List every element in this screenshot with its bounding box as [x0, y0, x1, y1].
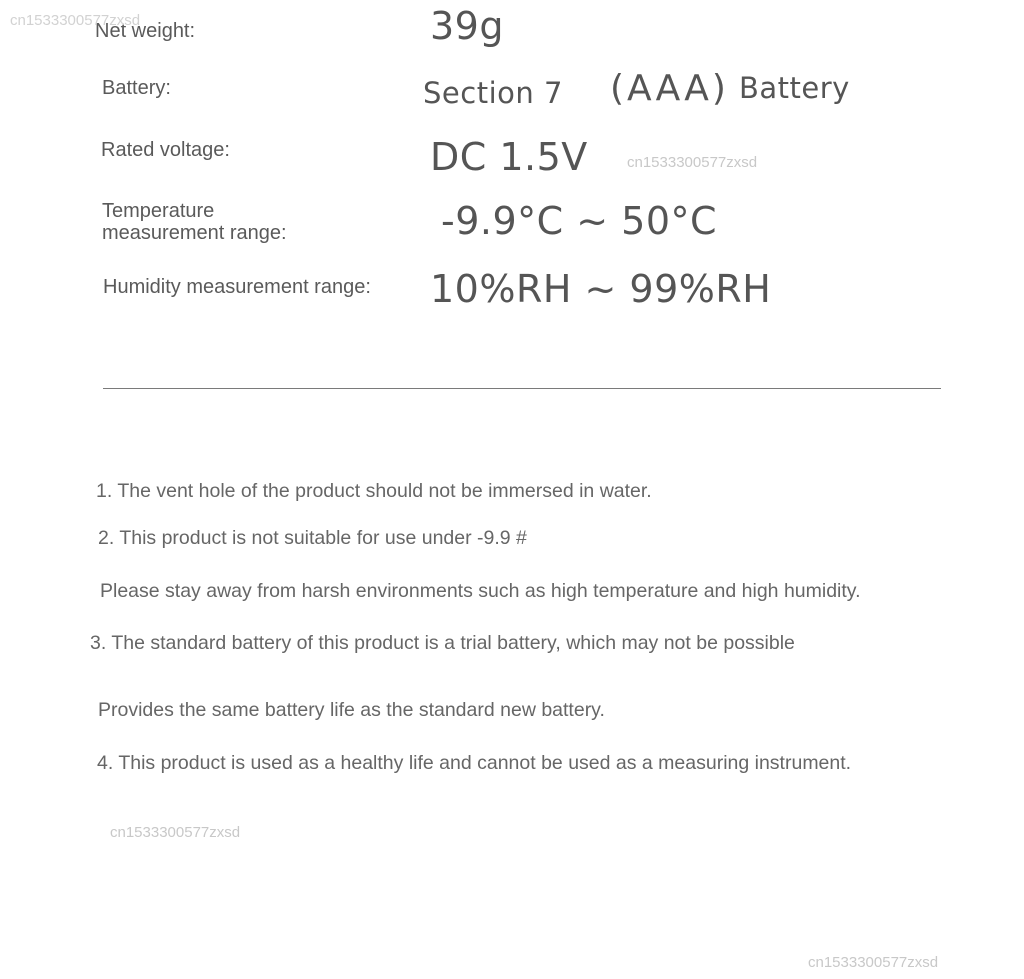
note-1: 1. The vent hole of the product should not be immersed in water.: [96, 480, 652, 502]
watermark-top-left: cn1533300577zxsd: [10, 12, 141, 29]
note-2: 2. This product is not suitable for use under -9.9 #: [98, 527, 527, 549]
temperature-label-line2: measurement range:: [102, 222, 287, 244]
temperature-value: -9.9°C ~ 50°C: [441, 199, 718, 243]
watermark-bottom-right: cn1533300577zxsd: [808, 954, 939, 971]
note-2-continuation: Please stay away from harsh environments such as high temperature and high humidity.: [100, 580, 861, 602]
battery-type-value: (AAA): [610, 68, 729, 109]
net-weight-label: Net weight:: [95, 20, 196, 42]
note-4: 4. This product is used as a healthy life and cannot be used as a measuring instrument.: [97, 752, 852, 774]
humidity-label: Humidity measurement range:: [103, 276, 371, 298]
temperature-label: [102, 200, 342, 244]
rated-voltage-value: DC 1.5V: [430, 135, 588, 179]
note-3-continuation: Provides the same battery life as the standard new battery.: [98, 699, 605, 721]
watermark-top-right: cn1533300577zxsd: [627, 154, 758, 171]
temperature-label-line1: Temperature: [102, 200, 215, 222]
battery-word-value: Battery: [739, 71, 850, 105]
humidity-value: 10%RH ~ 99%RH: [430, 267, 772, 311]
section-divider: [103, 388, 941, 389]
net-weight-value: 39g: [430, 4, 504, 48]
watermark-middle-left: cn1533300577zxsd: [110, 824, 241, 841]
rated-voltage-label: Rated voltage:: [101, 139, 230, 161]
battery-section-value: Section 7: [423, 76, 563, 110]
battery-label: Battery:: [102, 77, 171, 99]
note-3: 3. The standard battery of this product is a trial battery, which may not be possible: [90, 632, 795, 654]
